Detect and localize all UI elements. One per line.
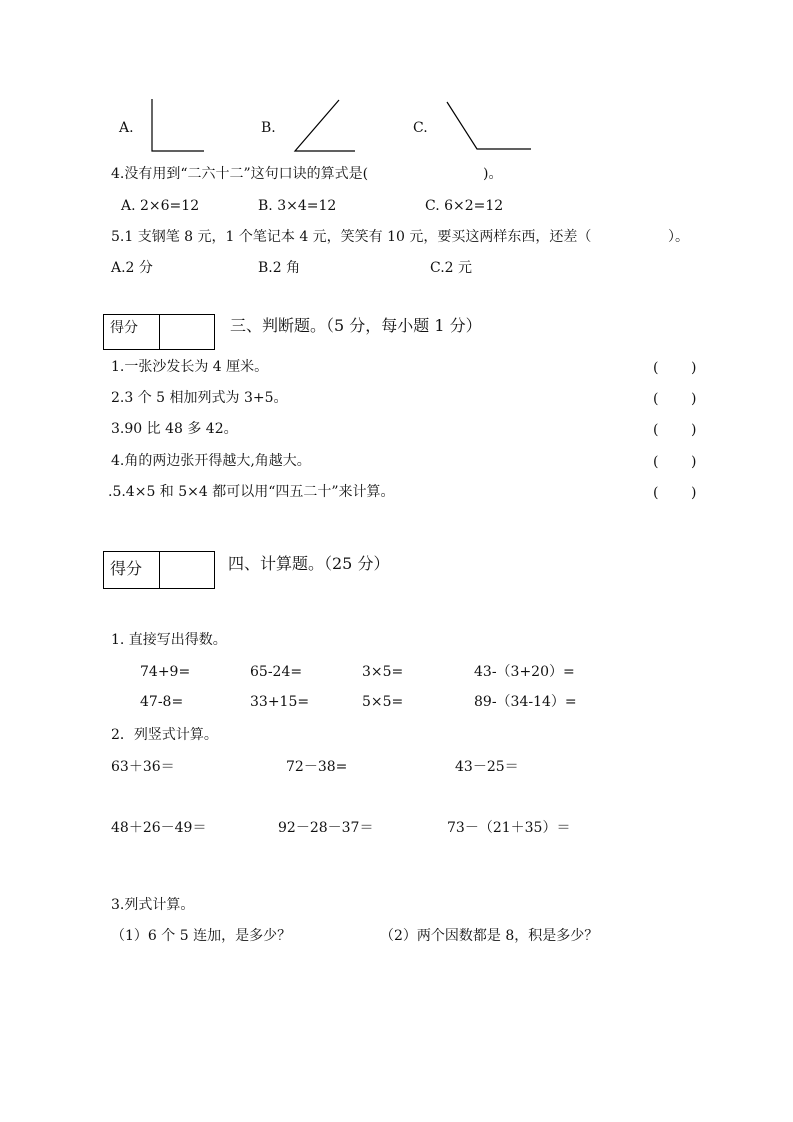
mental-math-item: 89-（34-14）= — [474, 694, 577, 710]
score-label: 得分 — [104, 552, 160, 588]
judge-answer-3[interactable] — [653, 422, 697, 438]
paren-close: ) — [691, 360, 697, 376]
judge-answer-4[interactable] — [653, 454, 697, 470]
q4-option-b: B. 3×4=12 — [258, 198, 337, 214]
word-problem-1: （1）6 个 5 连加，是多少？ — [111, 928, 292, 944]
acute-angle-figure — [293, 99, 357, 153]
mental-math-item: 5×5= — [362, 694, 404, 710]
q4-stem-end: )。 — [483, 166, 503, 182]
judge-item-5: .5.4×5 和 5×4 都可以用“四五二十”来计算。 — [108, 484, 395, 500]
q4-stem: 4.没有用到“二六十二”这句口诀的算式是( — [111, 166, 369, 182]
score-blank-cell[interactable] — [160, 315, 214, 349]
vertical-calc-item: 72－38= — [286, 759, 348, 775]
vertical-calc-item: 48＋26－49＝ — [111, 820, 207, 836]
vertical-calc-item: 43－25＝ — [455, 759, 519, 775]
mental-math-item: 33+15= — [250, 694, 310, 710]
q4-option-c: C. 6×2=12 — [425, 198, 504, 214]
paren-close: ) — [691, 422, 697, 438]
vertical-calc-item: 63＋36＝ — [111, 759, 175, 775]
part2-heading: 2．列竖式计算。 — [111, 727, 218, 743]
paren-close: ) — [691, 391, 697, 407]
judge-item-4: 4.角的两边张开得越大,角越大。 — [111, 453, 311, 469]
word-problem-2: （2）两个因数都是 8，积是多少？ — [380, 928, 599, 944]
mental-math-item: 43-（3+20）= — [474, 664, 575, 680]
q5-option-a: A.2 分 — [111, 260, 153, 276]
judge-item-2: 2.3 个 5 相加列式为 3+5。 — [111, 390, 288, 406]
mental-math-item: 74+9= — [140, 664, 191, 680]
part1-heading: 1. 直接写出得数。 — [111, 632, 227, 648]
score-label: 得分 — [104, 315, 160, 349]
judge-item-3: 3.90 比 48 多 42。 — [111, 421, 238, 437]
vertical-calc-item: 73－（21＋35）＝ — [447, 820, 571, 836]
judge-answer-2[interactable] — [653, 391, 697, 407]
score-blank-cell[interactable] — [160, 552, 214, 588]
paren-open: ( — [653, 485, 659, 501]
q5-stem-end: ）。 — [668, 229, 689, 245]
paren-open: ( — [653, 422, 659, 438]
section3-score-box — [103, 314, 215, 350]
judge-answer-5[interactable] — [653, 485, 697, 501]
paren-open: ( — [653, 454, 659, 470]
section4-score-box — [103, 551, 215, 589]
paren-close: ) — [691, 454, 697, 470]
q5-option-c: C.2 元 — [430, 260, 473, 276]
paren-open: ( — [653, 391, 659, 407]
q5-option-b: B.2 角 — [258, 260, 301, 276]
right-angle-figure — [150, 99, 206, 153]
part3-heading: 3.列式计算。 — [111, 897, 195, 913]
mental-math-item: 47-8= — [140, 694, 184, 710]
mental-math-item: 65-24= — [250, 664, 303, 680]
q4-option-a: A. 2×6=12 — [121, 198, 200, 214]
obtuse-angle-figure — [445, 101, 533, 153]
section4-title: 四、计算题。（25 分） — [228, 554, 390, 573]
mental-math-item: 3×5= — [362, 664, 404, 680]
option-b-label: B. — [261, 120, 276, 136]
q5-stem: 5.1 支钢笔 8 元，1 个笔记本 4 元，笑笑有 10 元，要买这两样东西，还差（ — [111, 229, 592, 245]
section3-title: 三、判断题。（5 分，每小题 1 分） — [230, 316, 482, 335]
option-c-label: C. — [413, 120, 428, 136]
judge-answer-1[interactable] — [653, 360, 697, 376]
judge-item-1: 1.一张沙发长为 4 厘米。 — [111, 359, 269, 375]
vertical-calc-item: 92－28－37＝ — [278, 820, 374, 836]
paren-open: ( — [653, 360, 659, 376]
paren-close: ) — [691, 485, 697, 501]
option-a-label: A. — [119, 120, 134, 136]
